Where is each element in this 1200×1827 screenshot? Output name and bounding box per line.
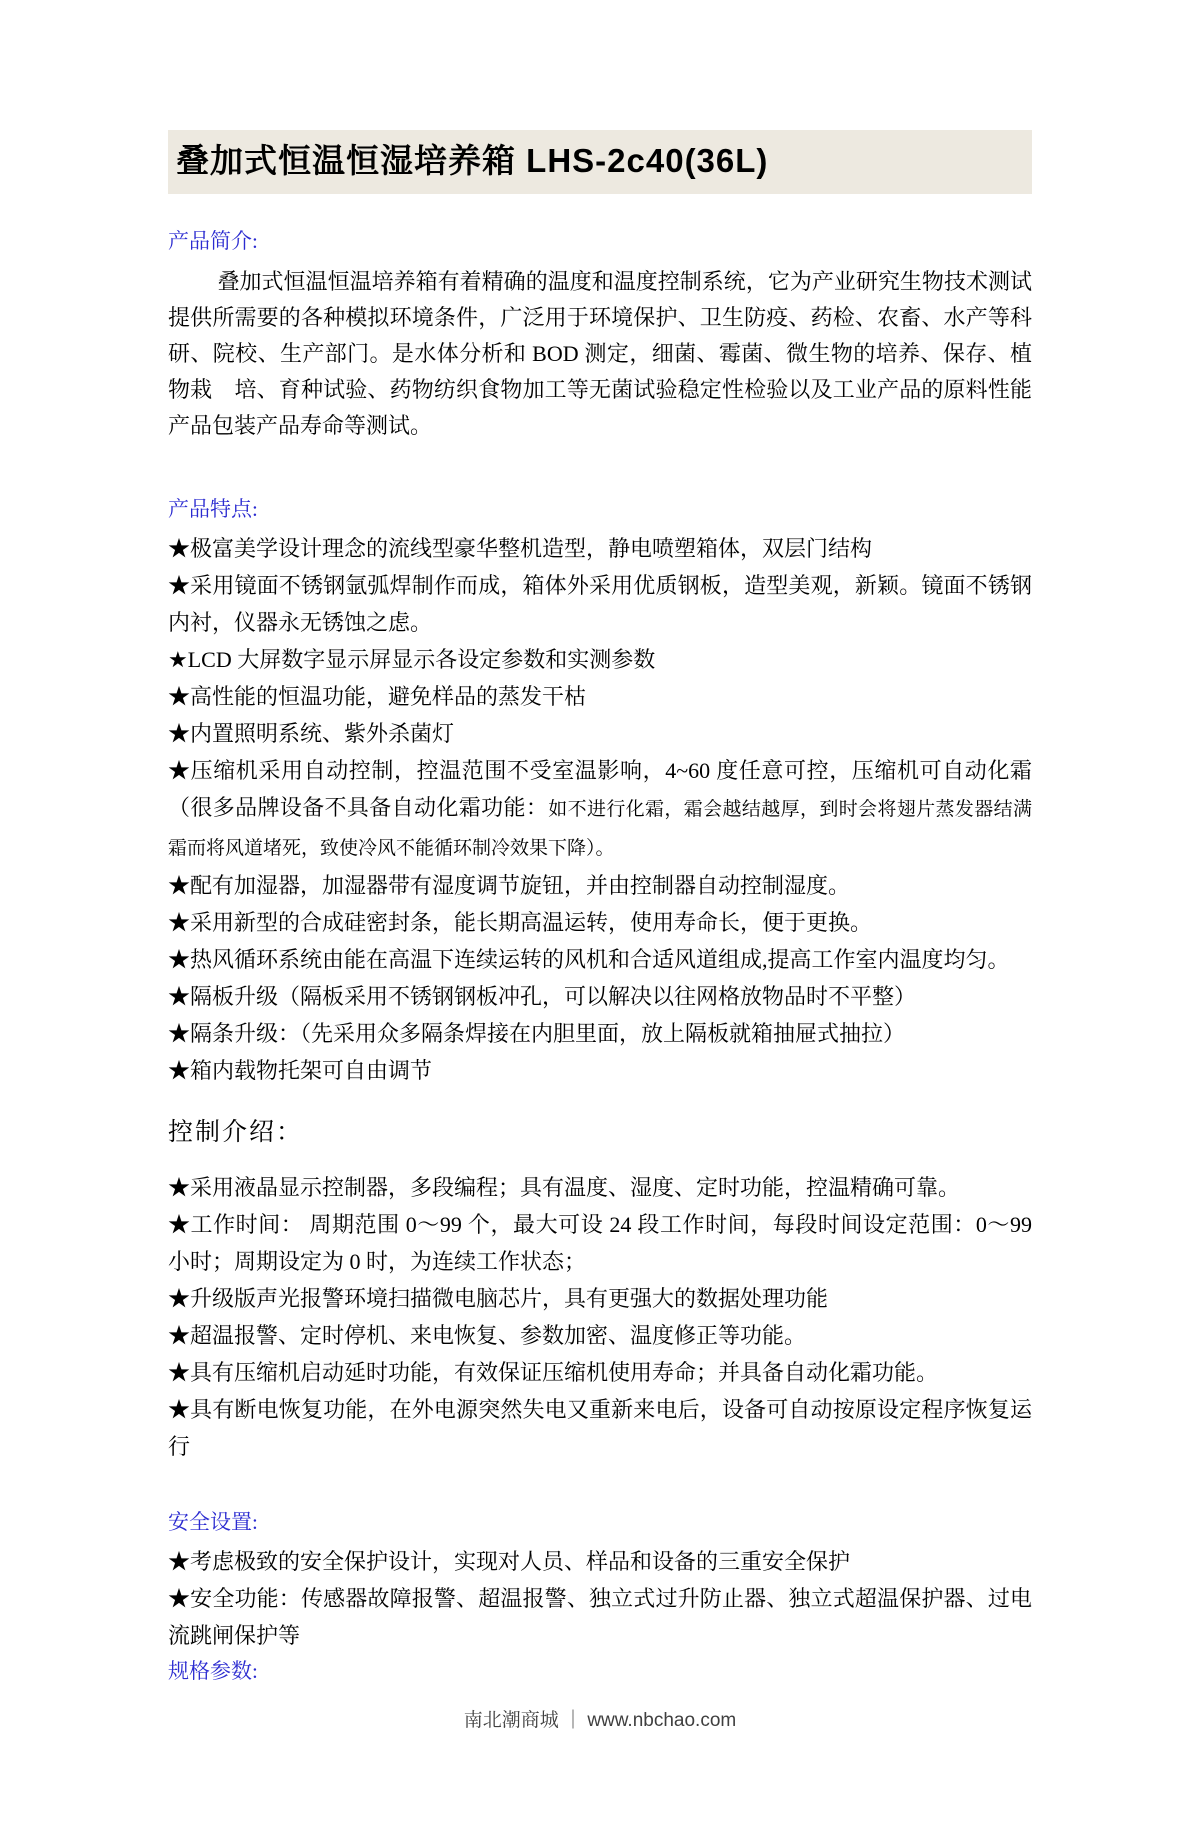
feature-item: ★配有加湿器，加湿器带有湿度调节旋钮，并由控制器自动控制湿度。 bbox=[168, 872, 851, 898]
section-heading-specs: 规格参数: bbox=[168, 1658, 258, 1683]
intro-paragraph: 叠加式恒温恒温培养箱有着精确的温度和温度控制系统，它为产业研究生物技术测试提供所需要的各种模拟环境条件，广泛用于环境保护、卫生防疫、药检、农畜、水产等科研、院校、生产部门。是水体分析和 BOD 测定，细菌、霉菌、微生物的培养、保存、植物栽 培、育种试验、药物纺织食物加工等无菌试验稳定性检验以及工业产品的原料性能产品包装产品寿命等测试。 bbox=[168, 268, 1032, 438]
control-item: ★具有断电恢复功能，在外电源突然失电又重新来电后，设备可自动按原设定程序恢复运行 bbox=[168, 1396, 1032, 1459]
control-item: ★超温报警、定时停机、来电恢复、参数加密、温度修正等功能。 bbox=[168, 1322, 807, 1348]
feature-item: ★箱内载物托架可自由调节 bbox=[168, 1057, 433, 1083]
feature-item: ★采用镜面不锈钢氩弧焊制作而成，箱体外采用优质钢板，造型美观，新颖。镜面不锈钢内衬，仪器永无锈蚀之虑。 bbox=[168, 572, 1032, 635]
feature-list bbox=[168, 530, 1032, 1089]
feature-item: ★采用新型的合成硅密封条，能长期高温运转，使用寿命长，便于更换。 bbox=[168, 909, 873, 935]
feature-item: ★热风循环系统由能在高温下连续运转的风机和合适风道组成,提高工作室内温度均匀。 bbox=[168, 946, 1010, 972]
footer-site-name: 南北潮商城 bbox=[463, 1710, 559, 1731]
section-heading-control: 控制介绍： bbox=[168, 1118, 304, 1146]
feature-item-compressor bbox=[168, 752, 1032, 867]
section-heading-intro: 产品简介: bbox=[168, 228, 258, 253]
document-body bbox=[168, 130, 1032, 1686]
feature-item: ★LCD 大屏数字显示屏显示各设定参数和实测参数 bbox=[168, 646, 656, 672]
feature-item-note-text: 如不进行化霜，霜会越结越厚，到时会将翅片蒸发器结满霜而将风道堵死，致使冷风不能循环制冷效果下降）。 bbox=[168, 798, 1032, 859]
footer-separator: ｜ bbox=[563, 1710, 583, 1731]
control-list bbox=[168, 1169, 1032, 1465]
safety-list bbox=[168, 1543, 1032, 1654]
page-footer bbox=[0, 1705, 1200, 1732]
feature-item: ★极富美学设计理念的流线型豪华整机造型，静电喷塑箱体，双层门结构 bbox=[168, 535, 873, 561]
feature-item-main-text: ★压缩机采用自动控制，控温范围不受室温影响，4~60 度任意可控，压缩机可自动化霜（很多品牌设备不具备自动化霜功能： bbox=[168, 757, 1032, 820]
footer-url: www.nbchao.com bbox=[587, 1710, 737, 1731]
control-item: ★升级版声光报警环境扫描微电脑芯片，具有更强大的数据处理功能 bbox=[168, 1285, 829, 1311]
section-heading-safety: 安全设置: bbox=[168, 1509, 258, 1534]
feature-item: ★内置照明系统、紫外杀菌灯 bbox=[168, 720, 455, 746]
control-item: ★具有压缩机启动延时功能，有效保证压缩机使用寿命；并具备自动化霜功能。 bbox=[168, 1359, 939, 1385]
section-heading-features: 产品特点: bbox=[168, 496, 258, 521]
control-item: ★采用液晶显示控制器，多段编程；具有温度、湿度、定时功能，控温精确可靠。 bbox=[168, 1174, 961, 1200]
control-item: ★工作时间： 周期范围 0～99 个，最大可设 24 段工作时间，每段时间设定范围：0～99 小时；周期设定为 0 时，为连续工作状态； bbox=[168, 1211, 1032, 1274]
safety-item: ★考虑极致的安全保护设计，实现对人员、样品和设备的三重安全保护 bbox=[168, 1548, 851, 1574]
safety-item: ★安全功能：传感器故障报警、超温报警、独立式过升防止器、独立式超温保护器、过电流跳闸保护等 bbox=[168, 1585, 1032, 1648]
feature-item: ★高性能的恒温功能，避免样品的蒸发干枯 bbox=[168, 683, 587, 709]
feature-item: ★隔条升级：（先采用众多隔条焊接在内胆里面，放上隔板就箱抽屉式抽拉） bbox=[168, 1020, 906, 1046]
feature-item: ★隔板升级（隔板采用不锈钢钢板冲孔，可以解决以往网格放物品时不平整） bbox=[168, 983, 917, 1009]
page-title: 叠加式恒温恒湿培养箱 LHS-2c40(36L) bbox=[168, 130, 1032, 194]
